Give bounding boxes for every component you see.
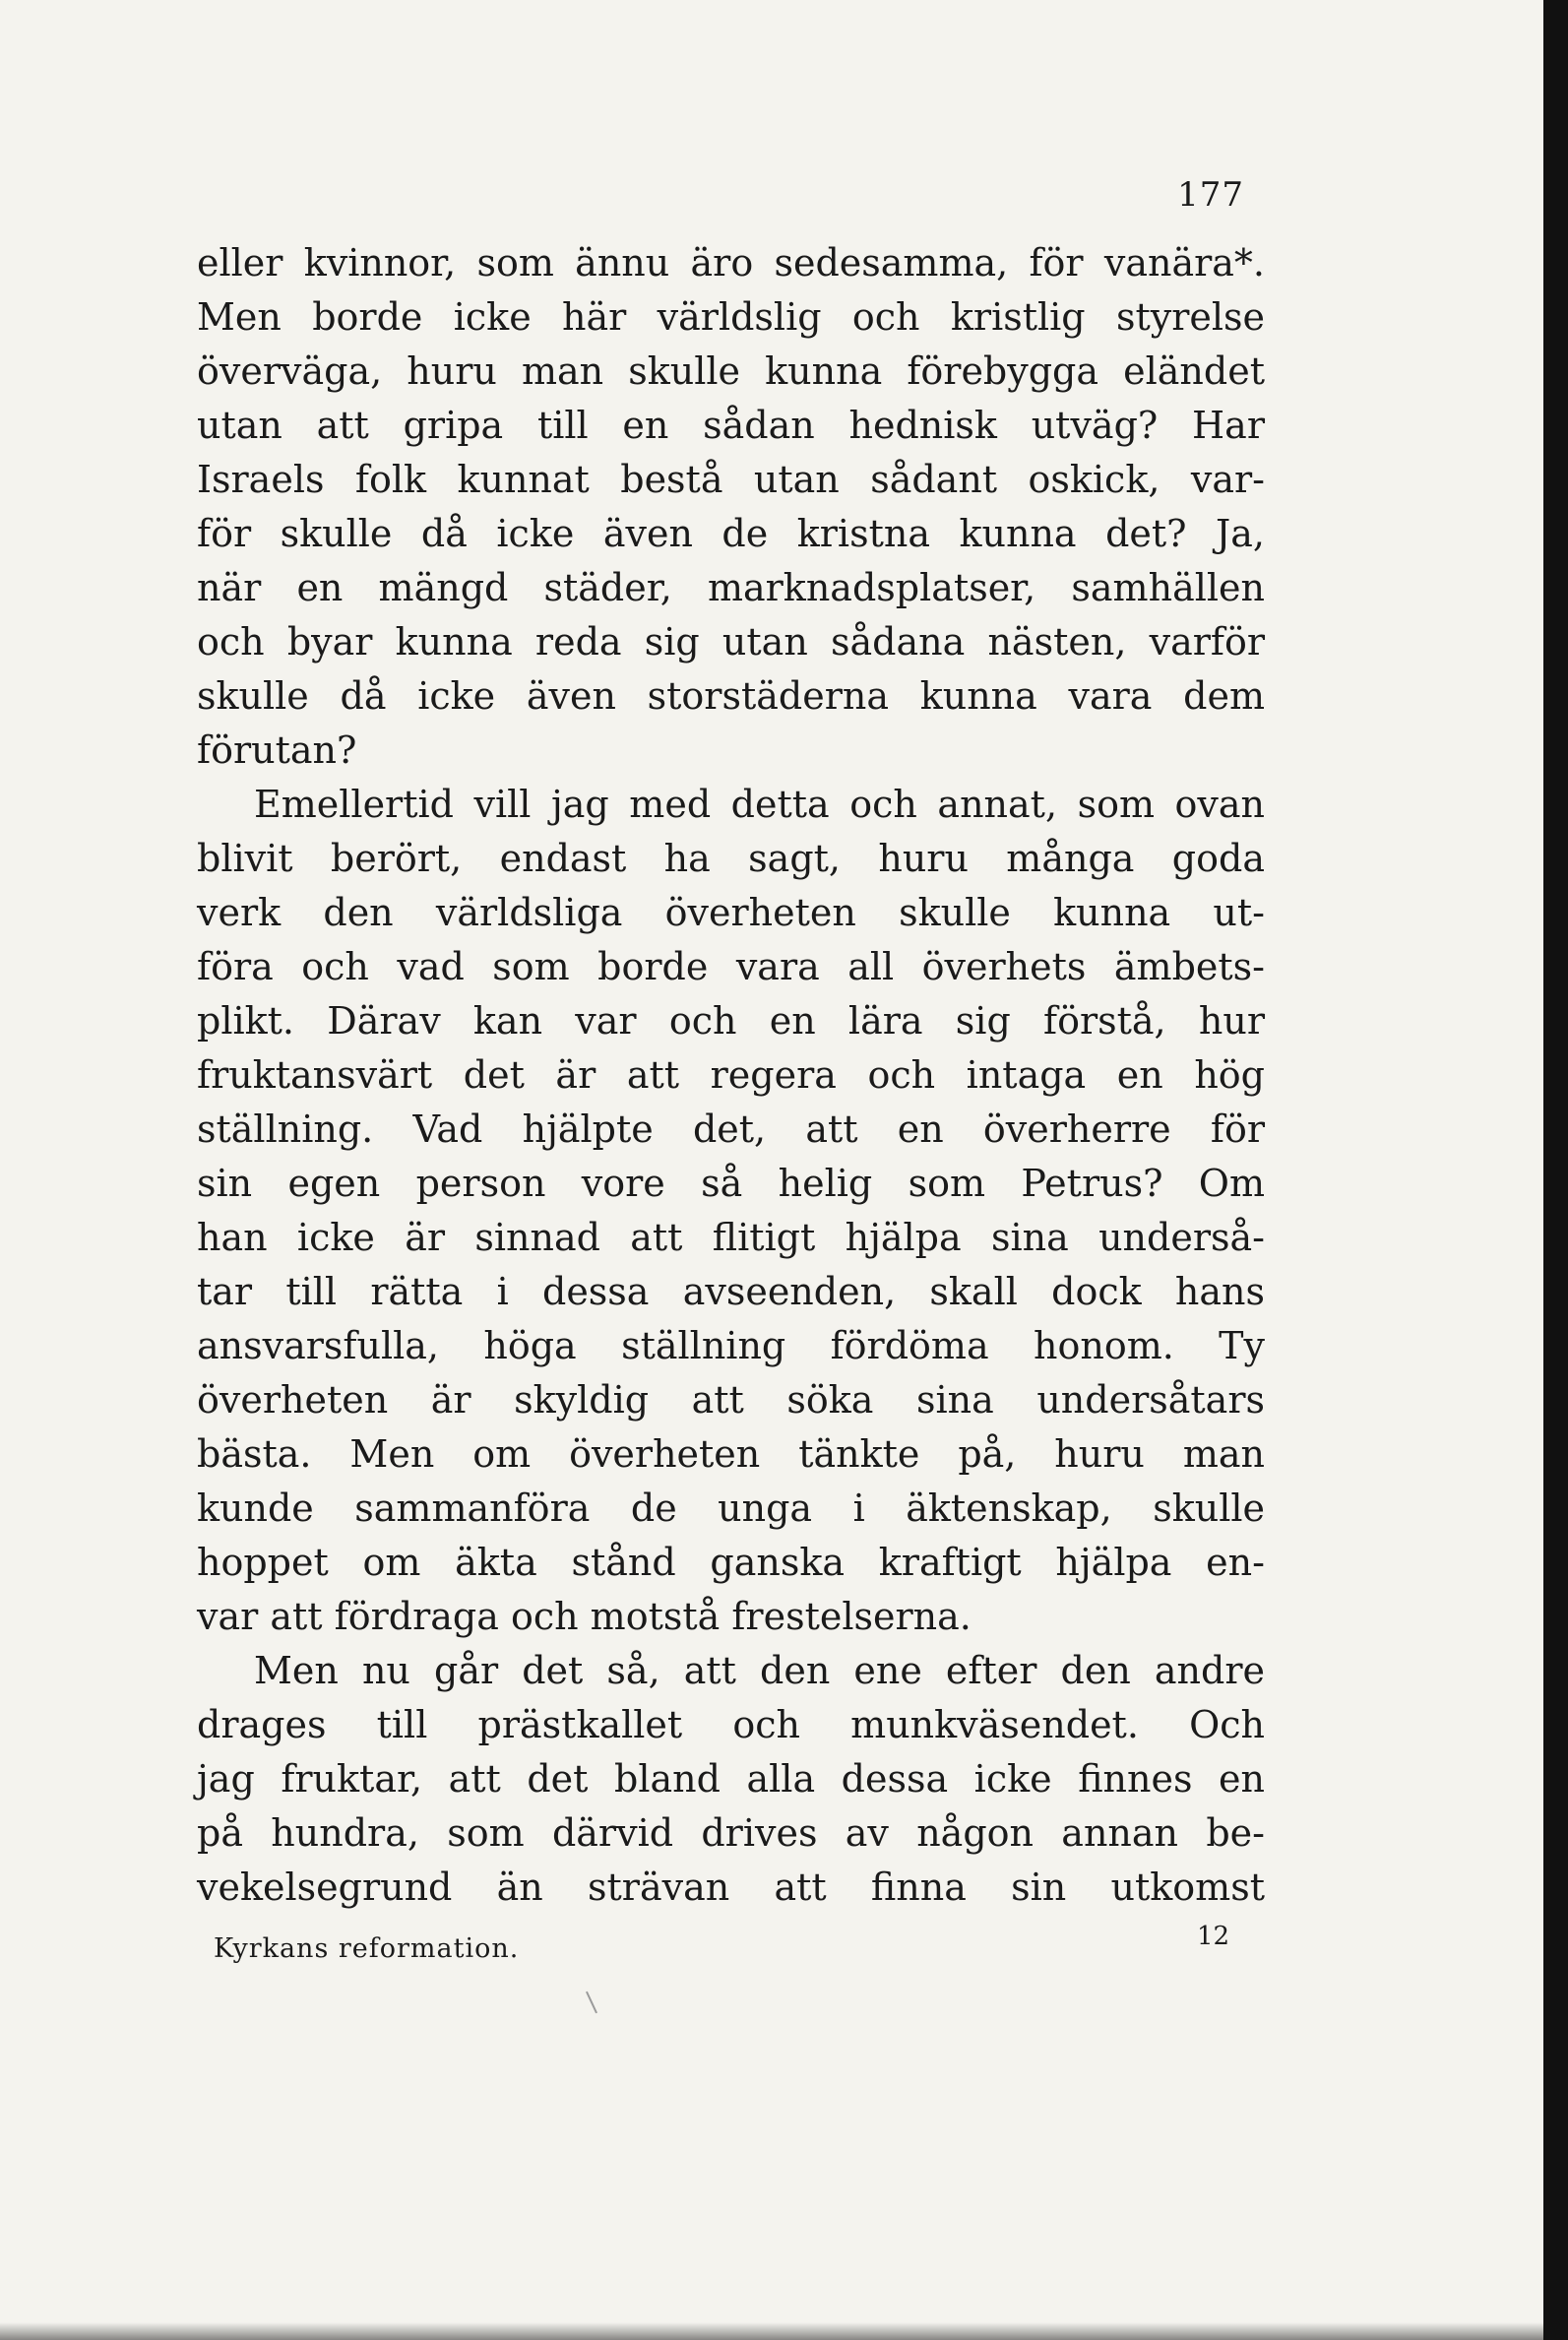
text-line: på hundra, som därvid drives av någon annan be- [197, 1811, 1265, 1855]
text-line: drages till prästkallet och munkväsendet. Och [197, 1703, 1265, 1746]
text-line: när en mängd städer, marknadsplatser, samhällen [197, 566, 1265, 609]
text-line: ställning. Vad hjälpte det, att en överherre för [197, 1107, 1265, 1151]
text-line: kunde sammanföra de unga i äktenskap, skulle [197, 1486, 1265, 1530]
text-line: överheten är skyldig att söka sina undersåtars [197, 1378, 1265, 1422]
text-line: för skulle då icke även de kristna kunna det? Ja, [197, 512, 1265, 555]
signature-number: 12 [1197, 1922, 1230, 1951]
text-line: han icke är sinnad att flitigt hjälpa sina underså- [197, 1216, 1265, 1259]
text-line: jag fruktar, att det bland alla dessa icke finnes en [197, 1757, 1265, 1801]
text-line: bästa. Men om överheten tänkte på, huru man [197, 1432, 1265, 1476]
text-line: var att fördraga och motstå frestelserna. [197, 1595, 972, 1638]
scan-edge [1543, 0, 1568, 2340]
text-line: Men borde icke här världslig och kristlig styrelse [197, 295, 1265, 339]
page-number: 177 [1177, 175, 1244, 215]
signature-footer: Kyrkans reformation. [214, 1933, 520, 1964]
text-line: föra och vad som borde vara all överhets ämbets- [197, 945, 1265, 988]
page-bottom-shadow [0, 2322, 1543, 2340]
text-line: hoppet om äkta stånd ganska kraftigt hjälpa en- [197, 1541, 1265, 1584]
text-line: överväga, huru man skulle kunna förebygga eländet [197, 349, 1265, 393]
text-line: ansvarsfulla, höga ställning fördöma honom. Ty [197, 1324, 1265, 1367]
text-line: sin egen person vore så helig som Petrus? Om [197, 1162, 1265, 1205]
text-line: eller kvinnor, som ännu äro sedesamma, för vanära*. [197, 241, 1265, 285]
text-line: utan att gripa till en sådan hednisk utväg? Har [197, 404, 1265, 447]
text-line: Israels folk kunnat bestå utan sådant oskick, var- [197, 458, 1265, 501]
paper-mark [586, 1992, 597, 2014]
text-line: verk den världsliga överheten skulle kunna ut- [197, 891, 1265, 934]
text-line: blivit berört, endast ha sagt, huru många goda [197, 837, 1265, 880]
text-line: Men nu går det så, att den ene efter den andre [254, 1649, 1265, 1692]
text-line: plikt. Därav kan var och en lära sig förstå, hur [197, 999, 1265, 1043]
text-line: vekelsegrund än strävan att finna sin utkomst [197, 1866, 1265, 1909]
text-line: förutan? [197, 728, 357, 772]
text-line: och byar kunna reda sig utan sådana nästen, varför [197, 620, 1265, 664]
text-line: Emellertid vill jag med detta och annat, som ovan [254, 783, 1265, 826]
body-text [197, 236, 1265, 1915]
text-line: fruktansvärt det är att regera och intaga en hög [197, 1053, 1265, 1097]
text-line: skulle då icke även storstäderna kunna vara dem [197, 674, 1265, 718]
text-line: tar till rätta i dessa avseenden, skall dock hans [197, 1270, 1265, 1313]
